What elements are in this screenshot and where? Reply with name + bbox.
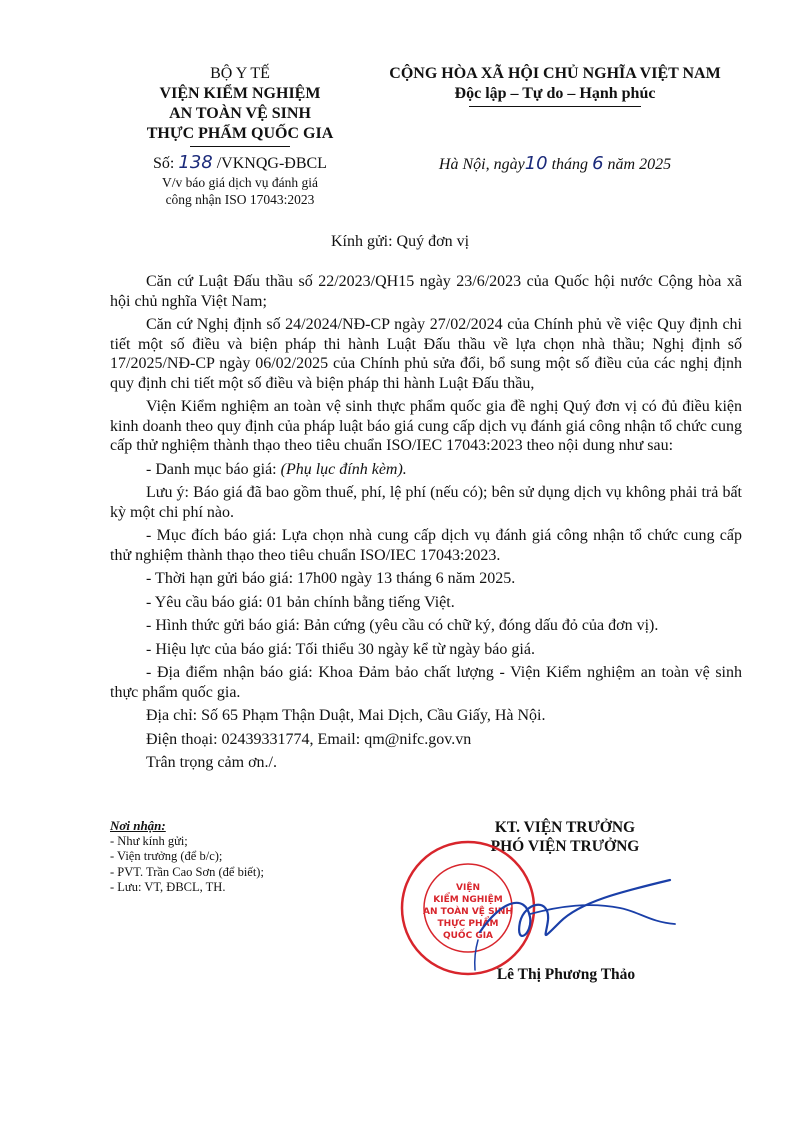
receiver-item: - PVT. Trần Cao Sơn (để biết); xyxy=(110,864,264,879)
issuer-header xyxy=(95,64,385,208)
date-year: năm 2025 xyxy=(607,156,672,173)
receivers-block xyxy=(110,818,370,896)
validity-item: - Hiệu lực của báo giá: Tối thiểu 30 ngày kể từ ngày báo giá. xyxy=(146,640,535,658)
doc-number-handwritten: 138 xyxy=(178,152,213,173)
seal-line2: KIỂM NGHIỆM xyxy=(433,895,503,905)
date-month-handwritten: 6 xyxy=(592,153,604,174)
subject-line2: công nhận ISO 17043:2023 xyxy=(165,192,315,207)
org-name-line3: THỰC PHẨM QUỐC GIA xyxy=(146,125,334,142)
subject-line1: V/v báo giá dịch vụ đánh giá xyxy=(162,175,318,190)
national-header xyxy=(350,64,760,174)
doc-number-prefix: Số: xyxy=(153,155,175,172)
ministry-name: BỘ Y TẾ xyxy=(210,65,270,82)
quote-list-label: - Danh mục báo giá: xyxy=(146,460,281,478)
org-underline xyxy=(190,146,290,147)
body-paragraph: Căn cứ Nghị định số 24/2024/NĐ-CP ngày 27/02/2024 của Chính phủ về việc Quy định chi tiết một số điều và biện pháp thi hành Luật Đấu thầu về lựa chọn nhà thầu; Nghị định số 17/2025/NĐ-CP ngày 06/02/2025 của Chính phủ sửa đổi, bổ sung một số điều của các nghị định quy định chi tiết một số điều và biện pháp thi hành Luật Đấu thầu, xyxy=(110,316,742,392)
recipient-line: Kính gửi: Quý đơn vị xyxy=(330,233,470,250)
requirement-item: - Yêu cầu báo giá: 01 bản chính bằng tiếng Việt. xyxy=(146,593,455,611)
doc-number-suffix: /VKNQG-ĐBCL xyxy=(216,155,327,172)
seal-line3: AN TOÀN VỆ SINH xyxy=(423,907,513,917)
signer-title2: PHÓ VIỆN TRƯỞNG xyxy=(490,838,640,855)
quote-list-value: (Phụ lục đính kèm). xyxy=(280,460,407,478)
receiver-item: - Lưu: VT, ĐBCL, TH. xyxy=(110,880,226,894)
closing-line: Trân trọng cảm ơn./. xyxy=(146,754,277,771)
signature-stroke-main xyxy=(480,880,670,936)
receiver-item: - Như kính gửi; xyxy=(110,833,188,848)
seal-line5: QUỐC GIA xyxy=(442,931,494,941)
quote-list-item xyxy=(110,460,742,480)
seal-line1: VIỆN xyxy=(456,883,480,893)
country-name: CỘNG HÒA XÃ HỘI CHỦ NGHĨA VIỆT NAM xyxy=(389,65,721,82)
handwritten-signature xyxy=(470,862,680,972)
motto-underline xyxy=(469,106,641,107)
date-line xyxy=(350,153,760,174)
note-paragraph: Lưu ý: Báo giá đã bao gồm thuế, phí, lệ phí (nếu có); bên sử dụng dịch vụ không phải trả bất kỳ một chi phí nào. xyxy=(110,484,742,521)
form-item: - Hình thức gửi báo giá: Bản cứng (yêu cầu có chữ ký, đóng dấu đỏ của đơn vị). xyxy=(146,617,659,634)
date-month-label: tháng xyxy=(551,156,589,173)
phone-email-line: Điện thoại: 02439331774, Email: qm@nifc.gov.vn xyxy=(146,730,472,748)
receivers-title: Nơi nhận: xyxy=(110,818,166,833)
signature-stroke-tail xyxy=(530,905,675,924)
deadline-item: - Thời hạn gửi báo giá: 17h00 ngày 13 tháng 6 năm 2025. xyxy=(146,570,516,587)
receiver-item: - Viện trưởng (để b/c); xyxy=(110,849,223,863)
body-paragraph: Viện Kiểm nghiệm an toàn vệ sinh thực phẩm quốc gia đề nghị Quý đơn vị có đủ điều kiện kinh doanh theo quy định của pháp luật báo giá cung cấp dịch vụ đánh giá công nhận tổ chức cung cấp thử nghiệm thành thạo theo tiêu chuẩn ISO/IEC 17043:2023 theo nội dung như sau: xyxy=(110,398,742,454)
national-motto: Độc lập – Tự do – Hạnh phúc xyxy=(454,85,656,102)
seal-line4: THỰC PHẨM xyxy=(437,919,499,929)
signer-title1: KT. VIỆN TRƯỞNG xyxy=(494,819,636,836)
letter-body xyxy=(110,272,742,777)
address-line: Địa chỉ: Số 65 Phạm Thận Duật, Mai Dịch, Cầu Giấy, Hà Nội. xyxy=(146,707,546,724)
signer-name: Lê Thị Phương Thảo xyxy=(496,966,636,983)
body-paragraph: Căn cứ Luật Đấu thầu số 22/2023/QH15 ngày 23/6/2023 của Quốc hội nước Cộng hòa xã hội chủ nghĩa Việt Nam; xyxy=(110,273,742,310)
org-name-line1: VIỆN KIỂM NGHIỆM xyxy=(159,85,321,102)
date-place: Hà Nội, ngày xyxy=(438,156,525,173)
purpose-item: - Mục đích báo giá: Lựa chọn nhà cung cấp dịch vụ đánh giá công nhận tổ chức cung cấp thử nghiệm thành thạo theo tiêu chuẩn ISO/IEC 17043:2023. xyxy=(110,527,742,564)
date-day-handwritten: 10 xyxy=(524,153,548,174)
org-name-line2: AN TOÀN VỆ SINH xyxy=(169,105,311,122)
location-item: - Địa điểm nhận báo giá: Khoa Đảm bảo chất lượng - Viện Kiểm nghiệm an toàn vệ sinh thực phẩm quốc gia. xyxy=(110,664,742,701)
document-number xyxy=(95,153,385,174)
